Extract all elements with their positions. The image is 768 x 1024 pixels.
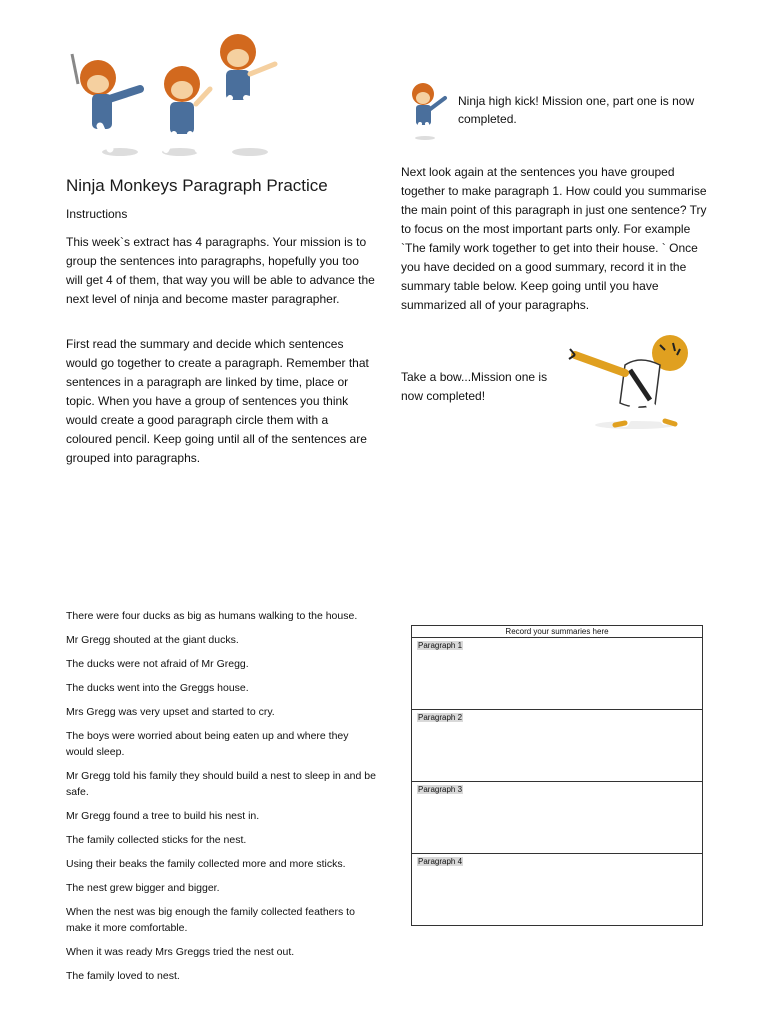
summary-table-header: Record your summaries here	[412, 626, 703, 638]
monkey-jumping	[218, 34, 275, 156]
summary-cell-paragraph-3[interactable]	[412, 782, 703, 854]
sentence-item: The family loved to nest.	[66, 970, 180, 982]
summary-cell-paragraph-4[interactable]	[412, 854, 703, 926]
sentence-item: Mr Gregg shouted at the giant ducks.	[66, 634, 239, 646]
monkey-standing	[162, 66, 210, 156]
paragraph-label: Paragraph 2	[418, 713, 463, 722]
sentence-item: The boys were worried about being eaten up and where they would sleep.	[66, 730, 349, 758]
paragraph-label: Paragraph 4	[418, 857, 463, 866]
sentence-item: The nest grew bigger and bigger.	[66, 882, 220, 894]
ninja-monkeys-illustration	[70, 34, 285, 159]
paragraph-label: Paragraph 1	[418, 641, 463, 650]
small-monkey-illustration	[405, 80, 450, 140]
sentence-item: The family collected sticks for the nest.	[66, 834, 247, 846]
sentence-item: There were four ducks as big as humans walking to the house.	[66, 610, 358, 622]
monkey-kicking	[72, 54, 140, 156]
take-a-bow-text: Take a bow...Mission one is now completed!	[401, 370, 548, 403]
sentence-item: The ducks were not afraid of Mr Gregg.	[66, 658, 249, 670]
sentence-item: When the nest was big enough the family collected feathers to make it more comfortable.	[66, 906, 355, 934]
sentence-item: Mr Gregg told his family they should build a nest to sleep in and be safe.	[66, 770, 376, 798]
sentence-item: Using their beaks the family collected more and more sticks.	[66, 858, 346, 870]
sentence-item: When it was ready Mrs Greggs tried the nest out.	[66, 946, 295, 958]
page-title: Ninja Monkeys Paragraph Practice	[66, 176, 328, 195]
sentence-item: Mrs Gregg was very upset and started to cry.	[66, 706, 275, 718]
paragraph-label: Paragraph 3	[418, 785, 463, 794]
sentence-item: The ducks went into the Greggs house.	[66, 682, 249, 694]
sentence-list	[66, 608, 376, 992]
summary-cell-paragraph-1[interactable]	[412, 638, 703, 710]
summary-table	[411, 625, 703, 926]
karate-tiger-illustration	[565, 325, 705, 430]
summary-cell-paragraph-2[interactable]	[412, 710, 703, 782]
sentence-item: Mr Gregg found a tree to build his nest in.	[66, 810, 260, 822]
ninja-kick-text: Ninja high kick! Mission one, part one is now completed.	[458, 94, 695, 126]
instructions-heading: Instructions	[66, 207, 128, 221]
instructions-paragraph-2: First read the summary and decide which sentences would go together to create a paragraph. Remember that sentences in a paragraph are linked by time, place or topic. When you have a group of sentences you think would create a good paragraph circle them with a coloured pencil. Keep going until all of the sentences are grouped into paragraphs.	[66, 337, 369, 465]
instructions-paragraph-1: This week`s extract has 4 paragraphs. Your mission is to group the sentences into paragraphs, hopefully you too will get 4 of them, that way you will be able to advance the next level of ninja and become master paragrapher.	[66, 235, 375, 306]
summary-instructions: Next look again at the sentences you have grouped together to make paragraph 1. How could you summarise the main point of this paragraph in just one sentence? Try to focus on the most important parts only. For example `The family work together to get into their house. ` Once you have decided on a good summary, record it in the summary table below. Keep going until you have summarized all of your paragraphs.	[401, 165, 707, 312]
